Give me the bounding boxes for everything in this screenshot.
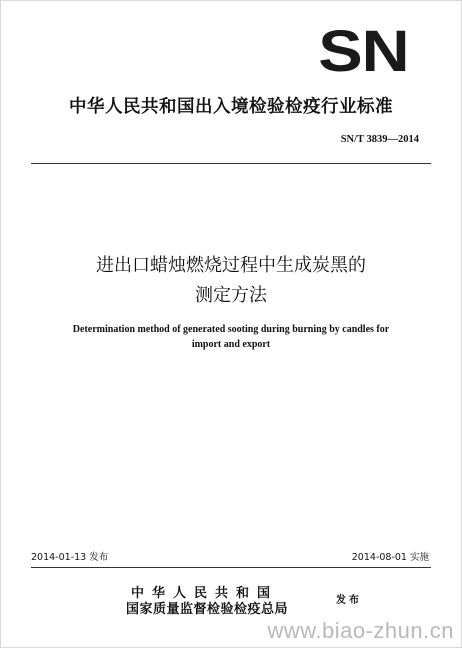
standard-number: SN/T 3839—2014 <box>340 134 419 145</box>
chinese-title-line2: 测定方法 <box>195 285 267 306</box>
chinese-title-line1: 进出口蜡烛燃烧过程中生成炭黑的 <box>96 255 366 276</box>
issuer-agency: 国家质量监督检验检疫总局 <box>126 602 289 617</box>
implementation-date: 2014-08-01 实施 <box>351 552 429 563</box>
english-title-line1: Determination method of generated sooting during burning by candles for <box>72 324 390 335</box>
top-divider <box>31 163 431 164</box>
english-title <box>41 322 421 352</box>
chinese-title <box>1 251 461 311</box>
english-title-line2: import and export <box>191 339 271 350</box>
organization-title: 中华人民共和国出入境检验检疫行业标准 <box>69 97 393 117</box>
watermark-link[interactable]: www.biao-zhun.cn <box>267 618 454 643</box>
issue-date: 2014-01-13 发布 <box>31 552 109 563</box>
sn-logo: SN <box>318 19 409 84</box>
issuer-label: 发布 <box>336 595 362 606</box>
issuer-country: 中华人民共和国 <box>131 586 279 601</box>
bottom-divider <box>31 567 431 568</box>
